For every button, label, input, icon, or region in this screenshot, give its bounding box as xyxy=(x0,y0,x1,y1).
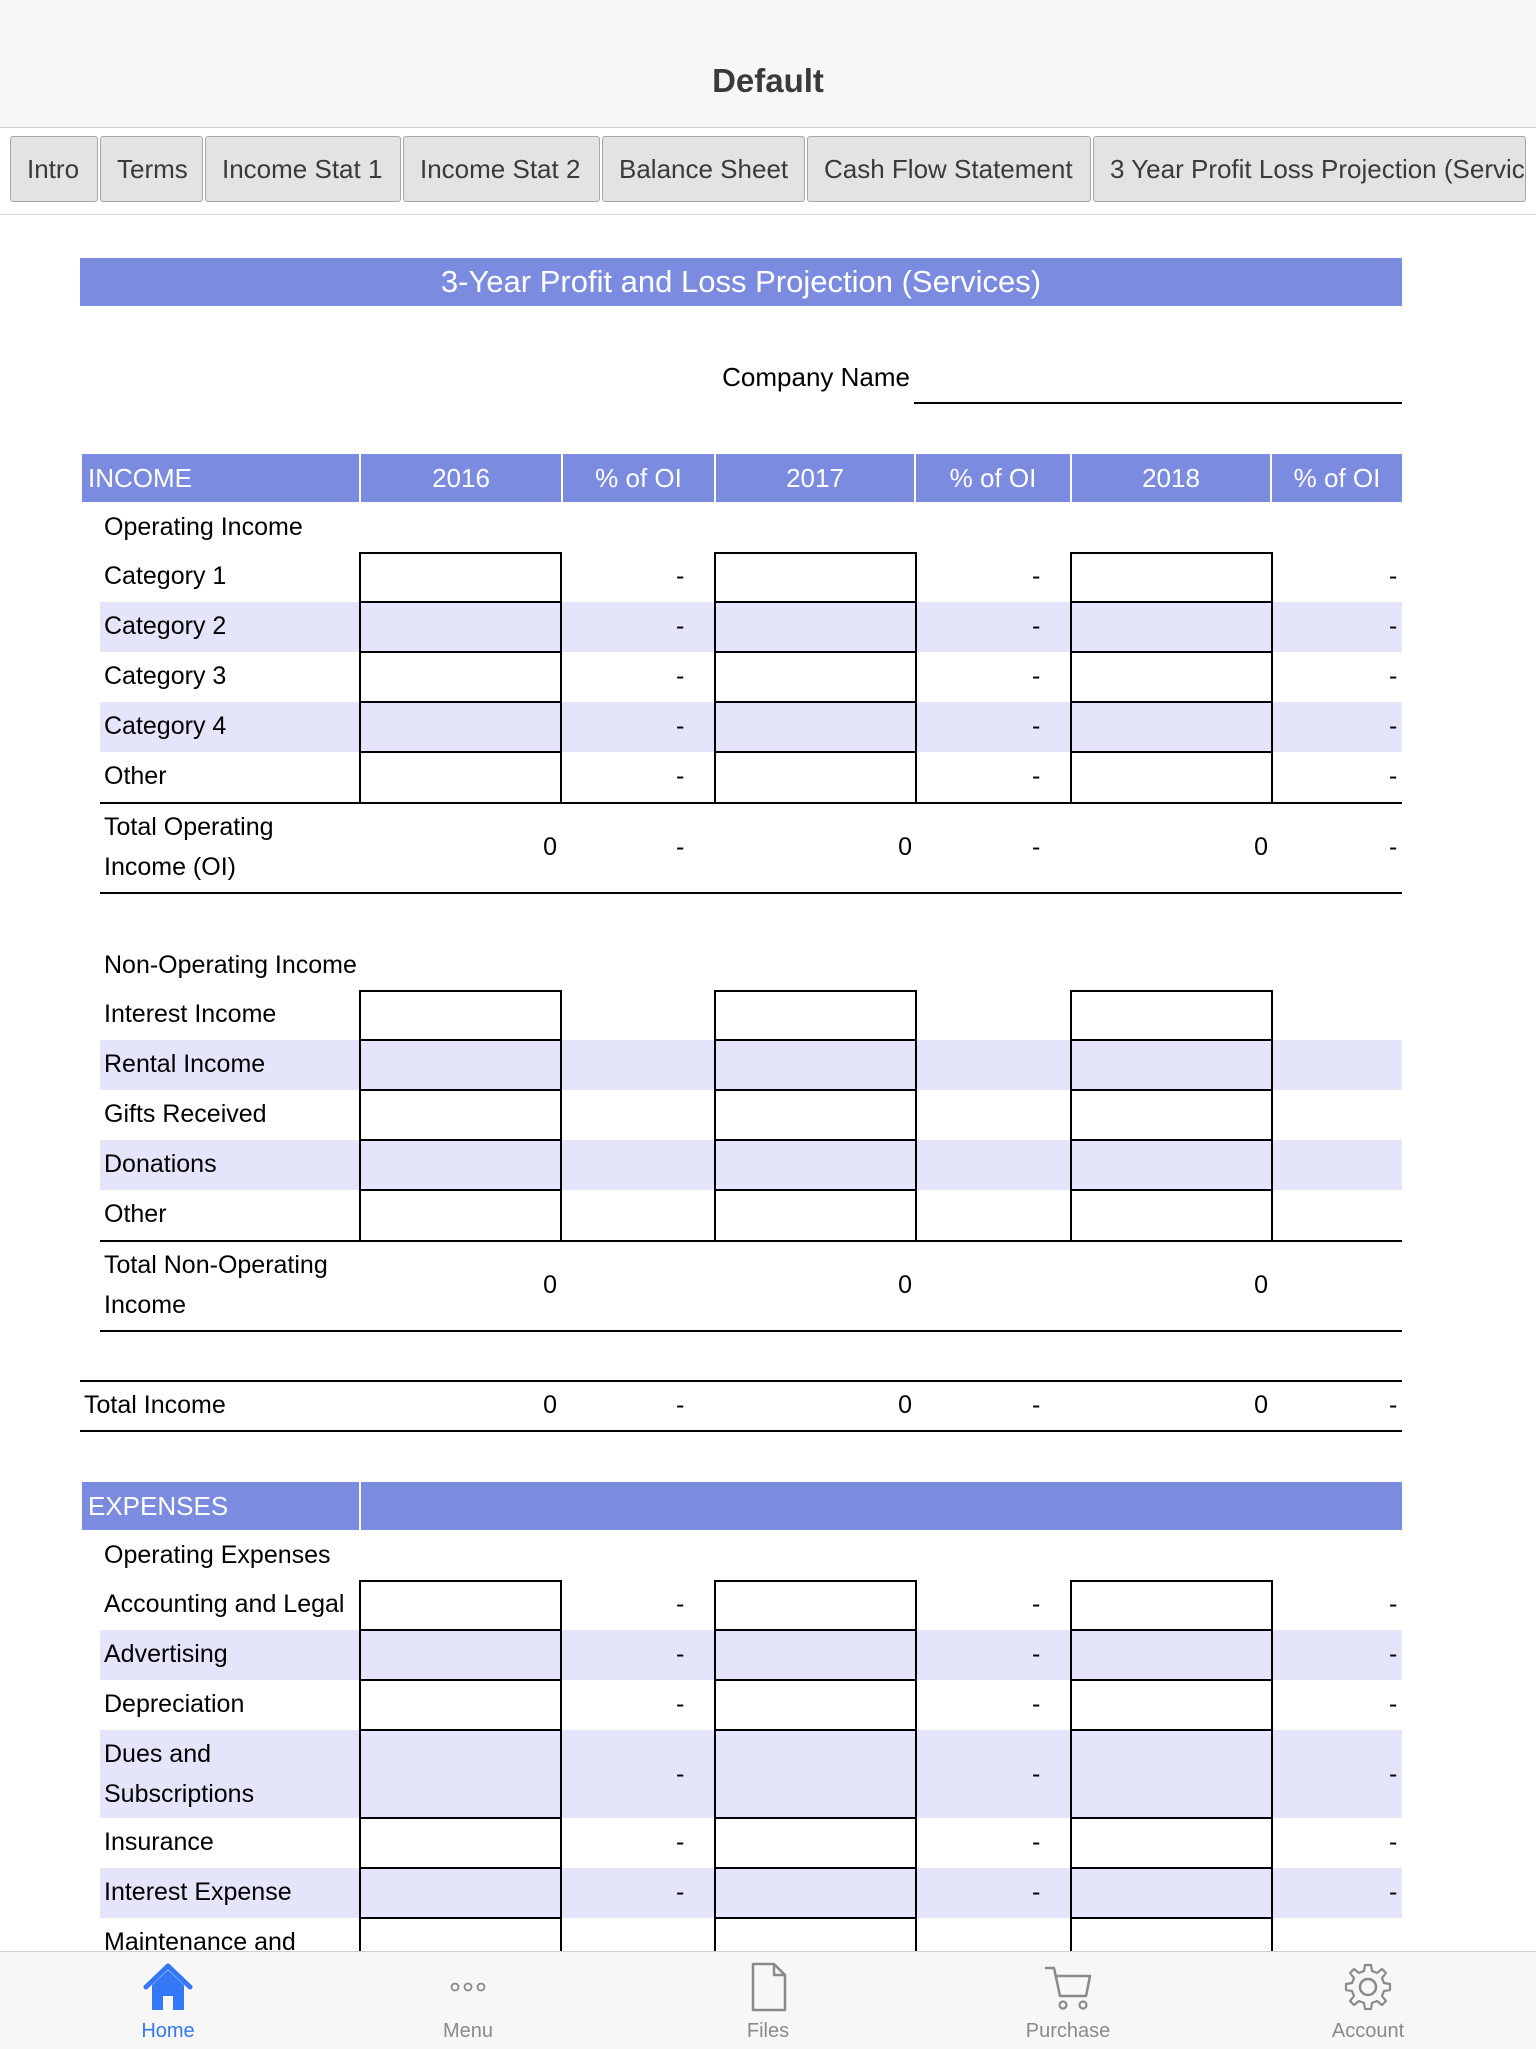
document-title: Default xyxy=(712,62,824,99)
pct-cell: - xyxy=(676,1391,685,1419)
year-2018-header: 2018 xyxy=(1072,454,1270,502)
nav-home-label: Home xyxy=(141,2020,195,2042)
pct-cell: - xyxy=(1389,712,1398,740)
cell-divider xyxy=(714,1817,917,1819)
tab-intro[interactable]: Intro xyxy=(10,136,98,202)
cell-divider xyxy=(1070,1039,1273,1041)
row-label: Insurance xyxy=(104,1828,214,1856)
nav-account[interactable] xyxy=(1268,1952,1468,2049)
cell-divider xyxy=(1070,1917,1273,1919)
tab-income-stat-1[interactable]: Income Stat 1 xyxy=(205,136,401,202)
total-oi-label-line1: Total Operating xyxy=(104,813,274,841)
row-rule xyxy=(80,1430,1402,1432)
total-noi-2016: 0 xyxy=(543,1271,557,1299)
total-income-label: Total Income xyxy=(84,1391,226,1419)
row-label: Donations xyxy=(104,1150,217,1178)
row-rule xyxy=(100,802,1402,804)
pct-cell: - xyxy=(676,1690,685,1718)
pct-cell: - xyxy=(1032,1878,1041,1906)
pct-cell: - xyxy=(1389,1690,1398,1718)
row-rule xyxy=(80,1380,1402,1382)
bottom-tab-bar xyxy=(0,1951,1536,2049)
cell-divider xyxy=(359,1817,562,1819)
pct-cell: - xyxy=(1389,1590,1398,1618)
pct-cell: - xyxy=(676,833,685,861)
company-name-label: Company Name xyxy=(722,362,910,392)
expenses-header: EXPENSES xyxy=(82,1482,359,1530)
title-bar xyxy=(0,0,1536,128)
sheet-tab-bar xyxy=(0,128,1536,215)
year-2017-header: 2017 xyxy=(716,454,914,502)
cell-divider xyxy=(1070,1867,1273,1869)
pct-cell: - xyxy=(676,562,685,590)
tab-balance-sheet[interactable]: Balance Sheet xyxy=(602,136,805,202)
cart-icon xyxy=(1043,1960,1093,2014)
cell-divider xyxy=(714,751,917,753)
pct-cell: - xyxy=(1389,1828,1398,1856)
cell-divider xyxy=(714,701,917,703)
pct-cell: - xyxy=(1032,1760,1041,1788)
nav-menu[interactable] xyxy=(368,1952,568,2049)
operating-income-label: Operating Income xyxy=(104,513,303,541)
total-oi-label-line2: Income (OI) xyxy=(104,853,236,881)
pct-cell: - xyxy=(676,712,685,740)
pct-cell: - xyxy=(676,1590,685,1618)
non-operating-income-label: Non-Operating Income xyxy=(104,951,357,979)
input-column-2016[interactable] xyxy=(359,552,562,804)
cell-divider xyxy=(714,1867,917,1869)
tab-cash-flow-statement[interactable]: Cash Flow Statement xyxy=(807,136,1091,202)
pct-cell: - xyxy=(1389,612,1398,640)
nav-menu-label: Menu xyxy=(442,2020,494,2042)
row-label: Other xyxy=(104,1200,167,1228)
nav-home[interactable] xyxy=(68,1952,268,2049)
pct-cell: - xyxy=(1032,1828,1041,1856)
cell-divider xyxy=(359,1917,562,1919)
pct-oi-header-3: % of OI xyxy=(1272,454,1402,502)
pct-cell: - xyxy=(1032,762,1041,790)
cell-divider xyxy=(714,1039,917,1041)
pct-cell: - xyxy=(1389,1878,1398,1906)
pct-oi-header-2: % of OI xyxy=(916,454,1070,502)
row-label: Interest Income xyxy=(104,1000,277,1028)
pct-cell: - xyxy=(1389,762,1398,790)
pct-cell: - xyxy=(1032,562,1041,590)
cell-divider xyxy=(359,701,562,703)
operating-expenses-label: Operating Expenses xyxy=(104,1541,331,1569)
cell-divider xyxy=(1070,601,1273,603)
cell-divider xyxy=(1070,1089,1273,1091)
row-label: Maintenance and xyxy=(104,1928,296,1951)
total-income-2017: 0 xyxy=(898,1391,912,1419)
cell-divider xyxy=(1070,1139,1273,1141)
cell-divider xyxy=(359,1189,562,1191)
row-label: Gifts Received xyxy=(104,1100,267,1128)
pct-cell: - xyxy=(676,1760,685,1788)
cell-divider xyxy=(1070,751,1273,753)
pct-cell: - xyxy=(1389,833,1398,861)
pct-cell: - xyxy=(1032,1391,1041,1419)
pct-cell: - xyxy=(676,1640,685,1668)
pct-cell: - xyxy=(676,1878,685,1906)
pct-cell: - xyxy=(1032,612,1041,640)
pct-cell: - xyxy=(676,1828,685,1856)
pct-cell: - xyxy=(1032,833,1041,861)
row-label: Category 3 xyxy=(104,662,227,690)
row-label: Category 1 xyxy=(104,562,227,590)
cell-divider xyxy=(359,1089,562,1091)
pct-cell: - xyxy=(1389,1640,1398,1668)
nav-files-label: Files xyxy=(746,2020,790,2042)
cell-divider xyxy=(1070,1629,1273,1631)
year-2016-header: 2016 xyxy=(361,454,561,502)
cell-divider xyxy=(359,601,562,603)
total-noi-2018: 0 xyxy=(1254,1271,1268,1299)
pct-cell: - xyxy=(1032,1640,1041,1668)
pct-cell: - xyxy=(676,762,685,790)
pct-oi-header-1: % of OI xyxy=(563,454,714,502)
cell-divider xyxy=(714,1917,917,1919)
total-income-2016: 0 xyxy=(543,1391,557,1419)
total-noi-2017: 0 xyxy=(898,1271,912,1299)
cell-divider xyxy=(714,1139,917,1141)
cell-divider xyxy=(1070,1679,1273,1681)
cell-divider xyxy=(1070,1189,1273,1191)
tab-income-stat-2[interactable]: Income Stat 2 xyxy=(403,136,600,202)
cell-divider xyxy=(714,651,917,653)
pct-cell: - xyxy=(1032,1590,1041,1618)
cell-divider xyxy=(714,1089,917,1091)
row-label: Accounting and Legal xyxy=(104,1590,345,1618)
pct-cell: - xyxy=(1032,712,1041,740)
tab-3-year-profit-loss-projection[interactable]: 3 Year Profit Loss Projection (Servic xyxy=(1093,136,1526,202)
cell-divider xyxy=(714,1629,917,1631)
cell-divider xyxy=(359,1679,562,1681)
more-icon xyxy=(443,1960,493,2014)
cell-divider xyxy=(1070,1729,1273,1731)
income-header: INCOME xyxy=(82,454,359,502)
tab-terms[interactable]: Terms xyxy=(100,136,203,202)
spreadsheet-area xyxy=(0,215,1536,1951)
input-column-2018[interactable] xyxy=(1070,990,1273,1242)
input-column-2017[interactable] xyxy=(714,1580,917,1951)
cell-divider xyxy=(359,1729,562,1731)
input-column-2017[interactable] xyxy=(714,552,917,804)
row-rule xyxy=(100,892,1402,894)
cell-divider xyxy=(359,651,562,653)
cell-divider xyxy=(1070,1817,1273,1819)
cell-divider xyxy=(714,1189,917,1191)
row-label: Other xyxy=(104,762,167,790)
pct-cell: - xyxy=(1389,562,1398,590)
total-oi-2017: 0 xyxy=(898,833,912,861)
total-oi-2018: 0 xyxy=(1254,833,1268,861)
nav-files[interactable] xyxy=(668,1952,868,2049)
file-icon xyxy=(743,1960,793,2014)
row-label: Dues and xyxy=(104,1740,212,1768)
input-column-2018[interactable] xyxy=(1070,1580,1273,1951)
cell-divider xyxy=(359,1039,562,1041)
company-name-field[interactable] xyxy=(914,402,1402,404)
row-label: Depreciation xyxy=(104,1690,245,1718)
nav-account-label: Account xyxy=(1331,2020,1405,2042)
cell-divider xyxy=(1070,651,1273,653)
pct-cell: - xyxy=(1389,1760,1398,1788)
total-noi-label-line1: Total Non-Operating xyxy=(104,1251,328,1279)
cell-divider xyxy=(359,1629,562,1631)
total-noi-label-line2: Income xyxy=(104,1291,186,1319)
nav-purchase[interactable] xyxy=(968,1952,1168,2049)
pct-cell: - xyxy=(1032,1690,1041,1718)
row-label: Category 2 xyxy=(104,612,227,640)
pct-cell: - xyxy=(1389,662,1398,690)
input-column-2018[interactable] xyxy=(1070,552,1273,804)
sheet-title: 3-Year Profit and Loss Projection (Services) xyxy=(80,258,1402,306)
row-label: Category 4 xyxy=(104,712,227,740)
pct-cell: - xyxy=(676,612,685,640)
row-label: Rental Income xyxy=(104,1050,266,1078)
row-label: Subscriptions xyxy=(104,1780,255,1808)
row-label: Interest Expense xyxy=(104,1878,292,1906)
pct-cell: - xyxy=(1032,662,1041,690)
total-oi-2016: 0 xyxy=(543,833,557,861)
row-rule xyxy=(100,1240,1402,1242)
row-rule xyxy=(100,1330,1402,1332)
cell-divider xyxy=(359,1867,562,1869)
nav-purchase-label: Purchase xyxy=(1025,2020,1111,2042)
pct-cell: - xyxy=(1389,1391,1398,1419)
cell-divider xyxy=(714,1729,917,1731)
input-column-2016[interactable] xyxy=(359,990,562,1242)
expenses-header-fill xyxy=(361,1482,1402,1530)
cell-divider xyxy=(714,1679,917,1681)
row-label: Advertising xyxy=(104,1640,228,1668)
cell-divider xyxy=(359,751,562,753)
pct-cell: - xyxy=(676,662,685,690)
home-icon xyxy=(143,1960,193,2014)
cell-divider xyxy=(359,1139,562,1141)
input-column-2017[interactable] xyxy=(714,990,917,1242)
total-income-2018: 0 xyxy=(1254,1391,1268,1419)
cell-divider xyxy=(714,601,917,603)
input-column-2016[interactable] xyxy=(359,1580,562,1951)
cell-divider xyxy=(1070,701,1273,703)
gear-icon xyxy=(1343,1960,1393,2014)
